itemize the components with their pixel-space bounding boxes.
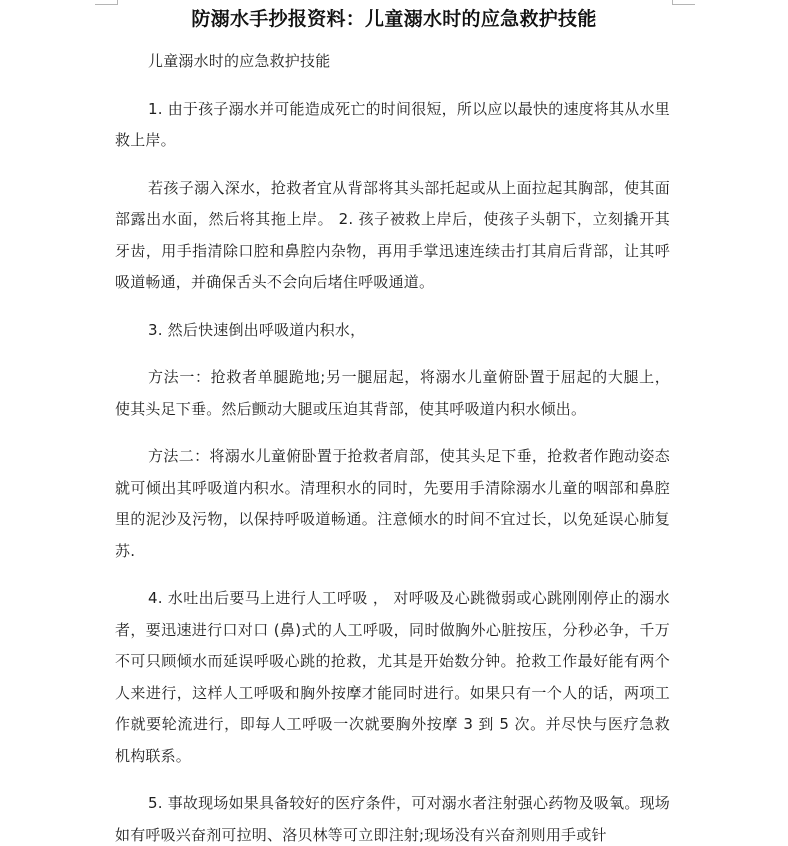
- paragraph-step-5: 5. 事故现场如果具备较好的医疗条件，可对溺水者注射强心药物及吸氧。现场如有呼吸兴奋剂可拉明、洛贝林等可立即注射;现场没有兴奋剂则用手或针: [115, 794, 670, 844]
- paragraph-method-2: 方法二：将溺水儿童俯卧置于抢救者肩部，使其头足下垂，抢救者作跑动姿态就可倾出其呼吸道内积水。清理积水的同时，先要用手清除溺水儿童的咽部和鼻腔里的泥沙及污物，以保持呼吸道畅通。注意倾水的时间不宜过长，以免延误心肺复苏.: [115, 447, 670, 560]
- page-corner-mark-right: [672, 0, 695, 5]
- paragraph-deep-water-step-2: 若孩子溺入深水，抢救者宜从背部将其头部托起或从上面拉起其胸部，使其面部露出水面，然后将其拖上岸。 2. 孩子被救上岸后，使孩子头朝下，立刻撬开其牙齿，用手指清除口腔和鼻腔内杂物，再用手掌迅速连续击打其肩后背部，让其呼吸道畅通，并确保舌头不会向后堵住呼吸通道。: [115, 178, 670, 291]
- paragraph-step-4: 4. 水吐出后要马上进行人工呼吸 ， 对呼吸及心跳微弱或心跳刚刚停止的溺水者，要迅速进行口对口 (鼻)式的人工呼吸，同时做胸外心脏按压，分秒必争，千万不可只顾倾水而延误呼吸心跳的抢救，尤其是开始数分钟。抢救工作最好能有两个人来进行，这样人工呼吸和胸外按摩才能同时进行。如果只有一个人的话，两项工作就要轮流进行，即每人工呼吸一次就要胸外按摩 3 到 5 次。并尽快与医疗急救机构联系。: [115, 589, 670, 765]
- paragraph-method-1: 方法一：抢救者单腿跪地;另一腿屈起，将溺水儿童俯卧置于屈起的大腿上，使其头足下垂。然后颤动大腿或压迫其背部，使其呼吸道内积水倾出。: [115, 368, 670, 418]
- document-body: [115, 46, 670, 846]
- paragraph-step-1: 1. 由于孩子溺水并可能造成死亡的时间很短，所以应以最快的速度将其从水里救上岸。: [115, 99, 670, 149]
- document-title: 防溺水手抄报资料：儿童溺水时的应急救护技能: [191, 8, 597, 30]
- paragraph-subtitle: 儿童溺水时的应急救护技能: [148, 52, 331, 70]
- paragraph-step-3: 3. 然后快速倒出呼吸道内积水，: [148, 320, 366, 339]
- page-corner-mark-left: [95, 0, 118, 5]
